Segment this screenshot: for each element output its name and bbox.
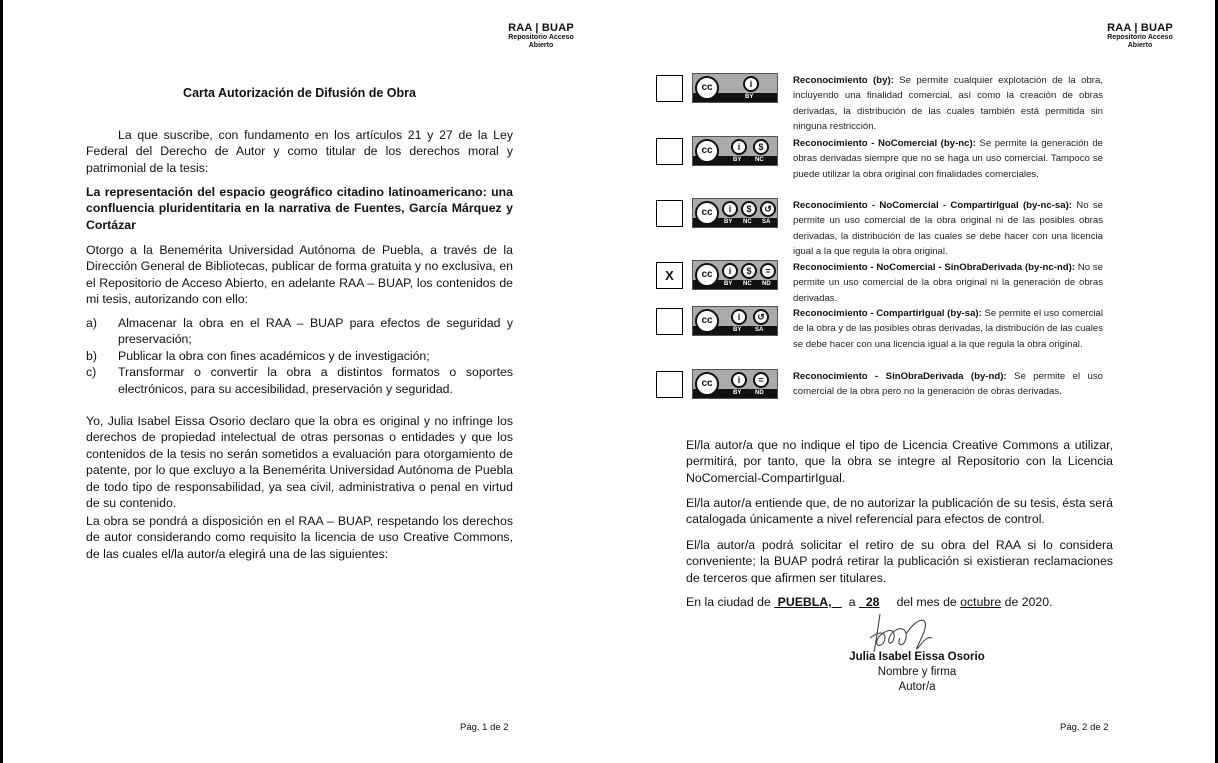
license-description: Reconocimiento - CompartirIgual (by-sa): Se permite el uso comercial de la obra y de las posibles obras derivadas, la distribución de las cuales se debe hacer con una licencia igual a la que regula la obra original. bbox=[793, 308, 1103, 350]
cc-nc-icon: $ bbox=[741, 263, 757, 279]
cc-by-icon: i bbox=[731, 372, 747, 388]
license-checkbox[interactable] bbox=[656, 308, 683, 335]
declaration-paragraph: Yo, Julia Isabel Eissa Osorio declaro que la obra es original y no infringe los derechos de propiedad intelectual de otras personas o entidades y que los contenidos de la tesis no serán sometidos a evaluación para otorgamiento de patente, por lo que excluyo a la Benemérita Universidad Autónoma de Puebla de todo tipo de responsabilidad, ya sea civil, administrativa o penal en virtud de su contenido. bbox=[86, 414, 513, 511]
license-checkbox[interactable]: X bbox=[656, 262, 683, 289]
license-option-by-sa bbox=[656, 306, 1116, 366]
license-description: Reconocimiento - NoComercial (by-nc): Se permite la generación de obras derivadas siempre que no se haga un uso comercial. Tampoco se puede utilizar la obra original con finalidades comerciales. bbox=[793, 138, 1103, 180]
signature-block: Julia Isabel Eissa Osorio Nombre y firma Autor/a bbox=[817, 650, 1017, 695]
thesis-title: La representación del espacio geográfico citadino latinoamericano: una confluencia pluridentitaria en la narrativa de Fuentes, García Márquez y Cortázar bbox=[86, 185, 513, 232]
cc-icon: cc bbox=[695, 201, 719, 225]
cc-nc-icon: $ bbox=[753, 139, 769, 155]
authorization-list bbox=[86, 315, 513, 397]
cc-icon: cc bbox=[695, 76, 719, 100]
cc-badge: cc i BY = ND bbox=[692, 369, 778, 399]
raa-buap-logo: RAA | BUAP Repositorio Acceso Abierto bbox=[1107, 22, 1173, 49]
cc-nc-icon: $ bbox=[741, 201, 757, 217]
page-edge-left bbox=[0, 0, 3, 763]
license-checkbox[interactable] bbox=[656, 138, 683, 165]
list-item: a) Almacenar la obra en el RAA – BUAP para efectos de seguridad y preservación; bbox=[86, 316, 513, 347]
page-number: Pág. 1 de 2 bbox=[460, 722, 509, 733]
date-line: En la ciudad de PUEBLA, a 28 del mes de octubre de 2020. bbox=[686, 595, 1053, 609]
author-name: Julia Isabel Eissa Osorio bbox=[849, 651, 985, 663]
cc-icon: cc bbox=[695, 139, 719, 163]
cc-icon: cc bbox=[695, 372, 719, 396]
cc-icon: cc bbox=[695, 309, 719, 333]
cc-by-icon: i bbox=[731, 139, 747, 155]
cc-badge: cc i BY $ NC = ND bbox=[692, 260, 778, 290]
cc-by-icon: i bbox=[731, 309, 747, 325]
cc-nd-icon: = bbox=[760, 263, 776, 279]
license-option-by-nc-sa bbox=[656, 198, 1116, 258]
license-option-by bbox=[656, 73, 1116, 133]
day-field: 28 bbox=[865, 595, 880, 609]
withdrawal-paragraph: El/la autor/a podrá solicitar el retiro de su obra del RAA si lo considera conveniente; la BUAP podrá retirar la publicación si existieran reclamaciones de terceros que afirmen ser titulares. bbox=[686, 538, 1113, 585]
license-description: Reconocimiento (by): Se permite cualquier explotación de la obra, incluyendo una finalidad comercial, así como la creación de obras derivadas, la distribución de las cuales también está permitida sin ninguna restricción. bbox=[793, 75, 1104, 133]
cc-badge: cc i BY $ NC ↺ SA bbox=[692, 198, 778, 228]
cc-icon: cc bbox=[695, 263, 719, 287]
cc-sa-icon: ↺ bbox=[760, 201, 776, 217]
year-field: 2020. bbox=[1021, 595, 1053, 609]
month-field: octubre bbox=[960, 595, 1002, 609]
page-number: Pág. 2 de 2 bbox=[1060, 722, 1109, 733]
cc-badge: cc i BY $ NC bbox=[692, 136, 778, 166]
cc-by-icon: i bbox=[722, 263, 738, 279]
cc-sa-icon: ↺ bbox=[753, 309, 769, 325]
cc-badge: cc i BY ↺ SA bbox=[692, 306, 778, 336]
signature-image bbox=[866, 608, 936, 656]
cc-by-icon: i bbox=[722, 201, 738, 217]
default-license-paragraph: El/la autor/a que no indique el tipo de Licencia Creative Commons a utilizar, permitirá, por tanto, que la obra se integre al Repositorio con la Licencia NoComercial-CompartirIgual. bbox=[686, 438, 1113, 485]
cc-by-icon: i bbox=[743, 76, 759, 92]
cc-badge: cc i BY bbox=[692, 73, 778, 103]
cc-nd-icon: = bbox=[753, 372, 769, 388]
license-description: Reconocimiento - NoComercial - SinObraDerivada (by-nc-nd): No se permite un uso comercial de la obra original ni la generación de obras derivadas. bbox=[793, 262, 1103, 304]
license-description: Reconocimiento - NoComercial - CompartirIgual (by-nc-sa): No se permite un uso comercial de la obra original ni de las posibles obras derivadas, la distribución de las cuales se debe hacer con una licencia igual a la que regula la obra original. bbox=[793, 200, 1103, 258]
list-item: b) Publicar la obra con fines académicos y de investigación; bbox=[86, 348, 430, 363]
city-field: PUEBLA, bbox=[777, 595, 832, 609]
license-checkbox[interactable] bbox=[656, 75, 683, 102]
grant-paragraph: Otorgo a la Benemérita Universidad Autónoma de Puebla, a través de la Dirección General de Bibliotecas, publicar de forma gratuita y no exclusiva, en el Repositorio de Acceso Abierto, en adelante RAA – BUAP, los contenidos de mi tesis, autorizando con ello: bbox=[86, 243, 513, 307]
license-description: Reconocimiento - SinObraDerivada (by-nd): Se permite el uso comercial de la obra pero no la generación de obras derivadas. bbox=[793, 371, 1103, 398]
intro-paragraph: La que suscribe, con fundamento en los artículos 21 y 27 de la Ley Federal del Derecho de Autor y como titular de los derechos moral y patrimonial de la tesis: bbox=[86, 128, 513, 175]
license-option-by-nd bbox=[656, 369, 1116, 429]
license-checkbox[interactable] bbox=[656, 371, 683, 398]
license-checkbox[interactable] bbox=[656, 200, 683, 227]
raa-buap-logo: RAA | BUAP Repositorio Acceso Abierto bbox=[508, 22, 574, 49]
license-intro-paragraph: La obra se pondrá a disposición en el RAA – BUAP, respetando los derechos de autor considerando como requisito la licencia de uso Creative Commons, de las cuales el/la autor/a elegirá una de las siguientes: bbox=[86, 514, 513, 561]
list-item: c) Transformar o convertir la obra a distintos formatos o soportes electrónicos, para su accesibilidad, preservación y seguridad. bbox=[86, 365, 513, 396]
license-option-by-nc bbox=[656, 136, 1116, 196]
no-authorization-paragraph: El/la autor/a entiende que, de no autorizar la publicación de su tesis, ésta será catalogada únicamente a nivel referencial para efectos de control. bbox=[686, 496, 1113, 527]
page-title: Carta Autorización de Difusión de Obra bbox=[183, 86, 416, 100]
